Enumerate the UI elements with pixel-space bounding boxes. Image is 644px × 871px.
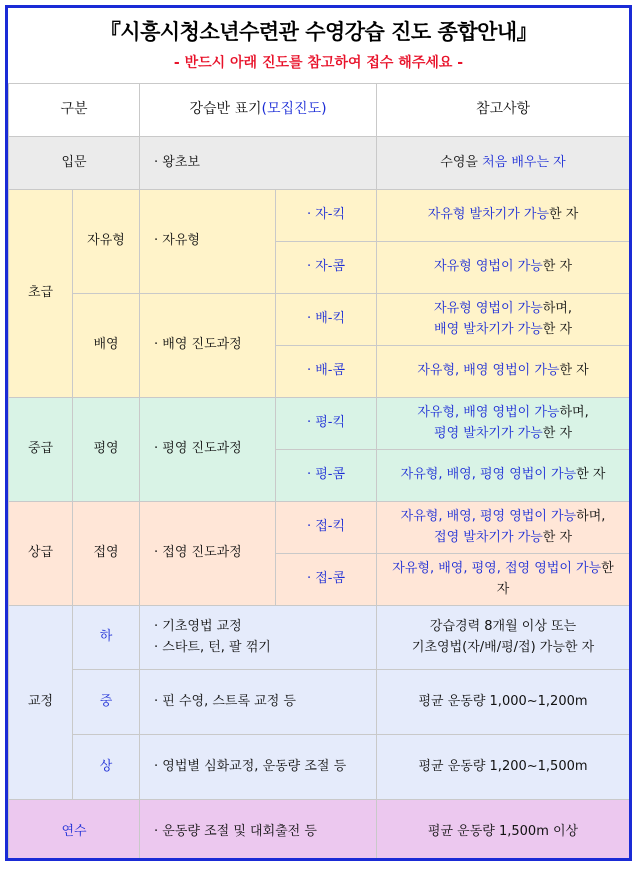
table-row xyxy=(9,294,630,346)
note-butterfly-full: 자유형, 배영, 평영, 접영 영법이 가능한 자 xyxy=(377,554,630,606)
header-class-highlight: (모집진도) xyxy=(261,101,327,118)
table-row xyxy=(9,800,630,862)
code-breaststroke-full: · 평-콤 xyxy=(276,450,377,502)
page-title: 『시흥시청소년수련관 수영강습 진도 종합안내』 xyxy=(99,20,538,44)
code-breaststroke-kick: · 평-킥 xyxy=(276,398,377,450)
page-subtitle: - 반드시 아래 진도를 참고하여 접수 해주세요 - xyxy=(173,55,464,71)
class-freestyle: · 자유형 xyxy=(140,190,276,294)
level-intro: 입문 xyxy=(9,137,140,190)
note-freestyle-kick: 자유형 발차기가 가능한 자 xyxy=(377,190,630,242)
progress-table xyxy=(8,83,630,861)
class-intro: · 왕초보 xyxy=(140,137,377,190)
grade-high: 상 xyxy=(73,735,140,800)
header-category: 구분 xyxy=(9,84,140,137)
level-advanced: 상급 xyxy=(9,502,73,606)
level-training: 연수 xyxy=(9,800,140,862)
class-correction-low: · 기초영법 교정 · 스타트, 턴, 팔 꺾기 xyxy=(140,606,377,670)
guide-frame xyxy=(5,5,632,861)
level-correction: 교정 xyxy=(9,606,73,800)
level-intermediate: 중급 xyxy=(9,398,73,502)
stroke-backstroke: 배영 xyxy=(73,294,140,398)
class-correction-mid: · 핀 수영, 스트록 교정 등 xyxy=(140,670,377,735)
class-breaststroke: · 평영 진도과정 xyxy=(140,398,276,502)
table-row xyxy=(9,137,630,190)
note-correction-low: 강습경력 8개월 이상 또는 기초영법(자/배/평/접) 가능한 자 xyxy=(377,606,630,670)
note-breaststroke-full: 자유형, 배영, 평영 영법이 가능한 자 xyxy=(377,450,630,502)
stroke-butterfly: 접영 xyxy=(73,502,140,606)
grade-mid: 중 xyxy=(73,670,140,735)
note-correction-mid: 평균 운동량 1,000~1,200m xyxy=(377,670,630,735)
class-training: · 운동량 조절 및 대회출전 등 xyxy=(140,800,377,862)
note-backstroke-full: 자유형, 배영 영법이 가능한 자 xyxy=(377,346,630,398)
note-intro: 수영을 처음 배우는 자 xyxy=(377,137,630,190)
code-freestyle-kick: · 자-킥 xyxy=(276,190,377,242)
code-butterfly-kick: · 접-킥 xyxy=(276,502,377,554)
code-freestyle-full: · 자-콤 xyxy=(276,242,377,294)
note-backstroke-kick: 자유형 영법이 가능하며, 배영 발차기가 가능한 자 xyxy=(377,294,630,346)
stroke-freestyle: 자유형 xyxy=(73,190,140,294)
table-row xyxy=(9,190,630,242)
stroke-breaststroke: 평영 xyxy=(73,398,140,502)
table-row xyxy=(9,398,630,450)
table-row xyxy=(9,735,630,800)
level-beginner: 초급 xyxy=(9,190,73,398)
table-row xyxy=(9,606,630,670)
code-butterfly-full: · 접-콤 xyxy=(276,554,377,606)
note-training: 평균 운동량 1,500m 이상 xyxy=(377,800,630,862)
table-header-row xyxy=(9,84,630,137)
code-backstroke-full: · 배-콤 xyxy=(276,346,377,398)
class-correction-high: · 영법별 심화교정, 운동량 조절 등 xyxy=(140,735,377,800)
table-row xyxy=(9,502,630,554)
header-class-label: 강습반 표기(모집진도) xyxy=(140,84,377,137)
table-row xyxy=(9,670,630,735)
note-butterfly-kick: 자유형, 배영, 평영 영법이 가능하며, 접영 발차기가 가능한 자 xyxy=(377,502,630,554)
note-freestyle-full: 자유형 영법이 가능한 자 xyxy=(377,242,630,294)
class-backstroke: · 배영 진도과정 xyxy=(140,294,276,398)
note-correction-high: 평균 운동량 1,200~1,500m xyxy=(377,735,630,800)
class-butterfly: · 접영 진도과정 xyxy=(140,502,276,606)
grade-low: 하 xyxy=(73,606,140,670)
header-notes: 참고사항 xyxy=(377,84,630,137)
note-breaststroke-kick: 자유형, 배영 영법이 가능하며, 평영 발차기가 가능한 자 xyxy=(377,398,630,450)
code-backstroke-kick: · 배-킥 xyxy=(276,294,377,346)
